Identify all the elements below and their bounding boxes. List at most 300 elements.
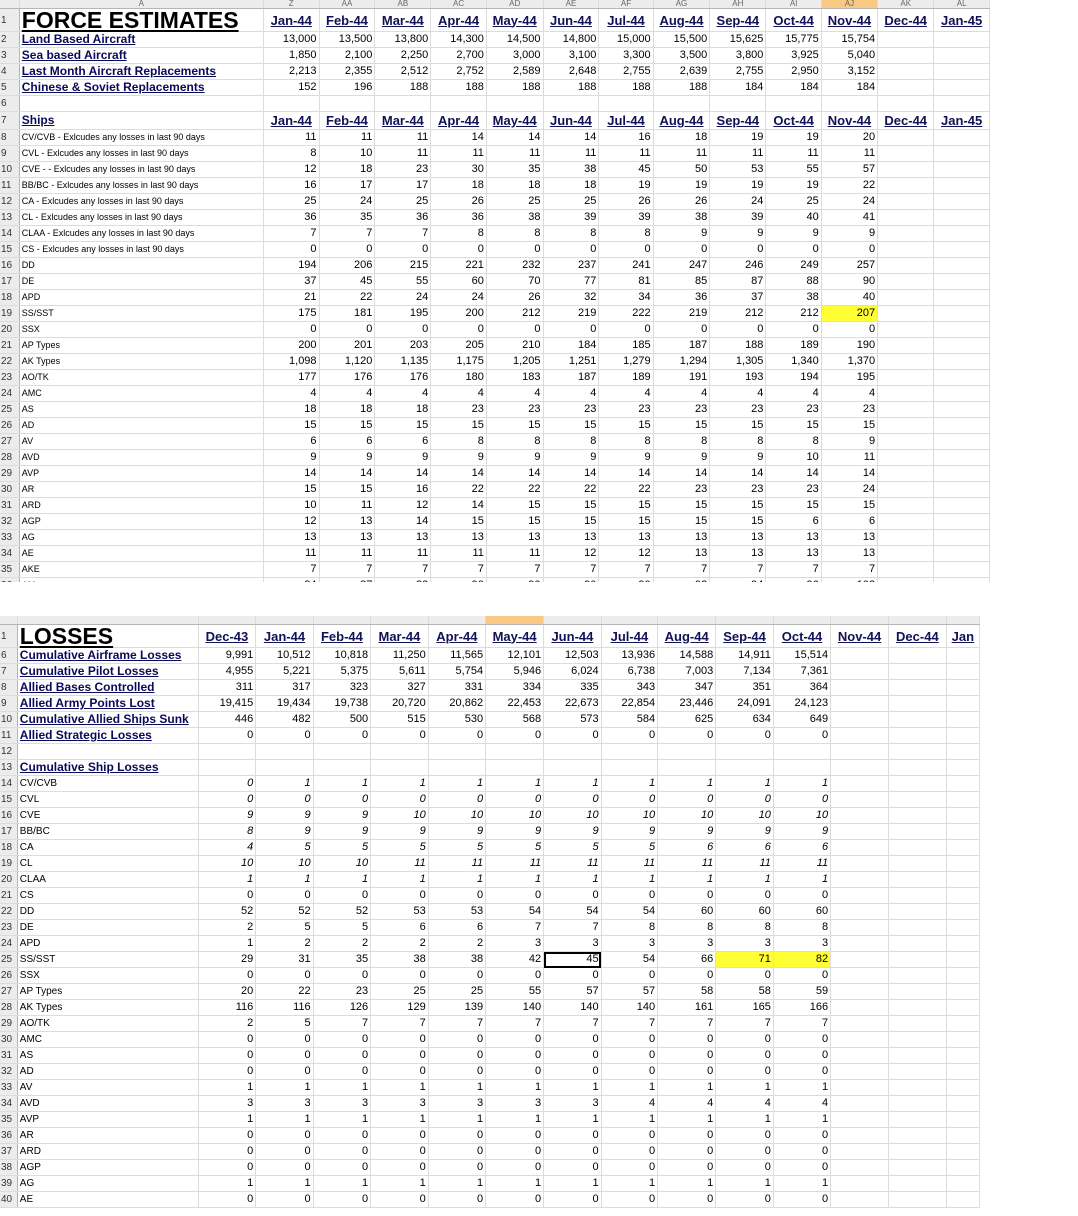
- value-cell[interactable]: 2,589: [486, 64, 543, 80]
- value-cell[interactable]: 327: [371, 680, 429, 696]
- value-cell[interactable]: 60: [716, 904, 774, 920]
- value-cell[interactable]: 87: [710, 274, 766, 290]
- value-cell[interactable]: 0: [319, 242, 375, 258]
- month-header[interactable]: Dec-44: [878, 9, 934, 32]
- value-cell[interactable]: 7: [601, 1016, 657, 1032]
- value-cell[interactable]: 5,040: [821, 48, 877, 64]
- value-cell[interactable]: [946, 808, 979, 824]
- row-header[interactable]: 20: [0, 872, 17, 888]
- value-cell[interactable]: 19,415: [198, 696, 256, 712]
- month-header[interactable]: Feb-44: [313, 625, 371, 648]
- value-cell[interactable]: 9: [371, 824, 429, 840]
- value-cell[interactable]: [831, 1112, 889, 1128]
- value-cell[interactable]: 7,361: [773, 664, 830, 680]
- row-label[interactable]: DD: [17, 904, 198, 920]
- value-cell[interactable]: 0: [198, 728, 256, 744]
- value-cell[interactable]: 45: [544, 952, 602, 968]
- value-cell[interactable]: 126: [313, 1000, 371, 1016]
- value-cell[interactable]: 568: [486, 712, 544, 728]
- value-cell[interactable]: 0: [658, 1032, 716, 1048]
- value-cell[interactable]: [934, 274, 990, 290]
- month-header[interactable]: Mar-44: [371, 625, 429, 648]
- value-cell[interactable]: 13: [319, 514, 375, 530]
- value-cell[interactable]: [878, 194, 934, 210]
- value-cell[interactable]: 176: [319, 370, 375, 386]
- row-label[interactable]: CV/CVB: [17, 776, 198, 792]
- value-cell[interactable]: 0: [198, 1144, 256, 1160]
- value-cell[interactable]: 15,625: [710, 32, 766, 48]
- value-cell[interactable]: 166: [773, 1000, 830, 1016]
- value-cell[interactable]: 11: [716, 856, 774, 872]
- empty-cell[interactable]: [946, 744, 979, 760]
- value-cell[interactable]: 1: [601, 1112, 657, 1128]
- row-header[interactable]: 30: [0, 1032, 17, 1048]
- row-label[interactable]: AGP: [19, 514, 263, 530]
- value-cell[interactable]: 55: [766, 162, 821, 178]
- row-header[interactable]: 12: [0, 194, 19, 210]
- value-cell[interactable]: 1: [198, 1112, 256, 1128]
- value-cell[interactable]: [831, 776, 889, 792]
- value-cell[interactable]: 36: [263, 210, 319, 226]
- value-cell[interactable]: [946, 664, 979, 680]
- value-cell[interactable]: 3: [486, 1096, 544, 1112]
- value-cell[interactable]: 22: [486, 482, 543, 498]
- value-cell[interactable]: 184: [543, 338, 599, 354]
- value-cell[interactable]: 26: [431, 194, 487, 210]
- value-cell[interactable]: 139: [428, 1000, 485, 1016]
- value-cell[interactable]: 0: [371, 792, 429, 808]
- value-cell[interactable]: 0: [256, 1160, 313, 1176]
- value-cell[interactable]: 11: [544, 856, 602, 872]
- value-cell[interactable]: 1: [486, 1176, 544, 1192]
- value-cell[interactable]: [934, 562, 990, 578]
- value-cell[interactable]: [946, 1192, 979, 1208]
- value-cell[interactable]: 232: [486, 258, 543, 274]
- value-cell[interactable]: 15: [543, 514, 599, 530]
- value-cell[interactable]: 1: [313, 1176, 371, 1192]
- value-cell[interactable]: 335: [544, 680, 602, 696]
- value-cell[interactable]: 0: [256, 728, 313, 744]
- value-cell[interactable]: 1: [601, 1176, 657, 1192]
- value-cell[interactable]: 36: [431, 210, 487, 226]
- value-cell[interactable]: 1: [486, 776, 544, 792]
- value-cell[interactable]: 184: [710, 80, 766, 96]
- value-cell[interactable]: 1: [544, 872, 602, 888]
- value-cell[interactable]: [889, 664, 947, 680]
- value-cell[interactable]: [946, 968, 979, 984]
- value-cell[interactable]: 53: [710, 162, 766, 178]
- value-cell[interactable]: 12,503: [544, 648, 602, 664]
- value-cell[interactable]: 9: [486, 824, 544, 840]
- column-header[interactable]: [486, 616, 544, 625]
- row-header[interactable]: 22: [0, 904, 17, 920]
- value-cell[interactable]: 0: [198, 776, 256, 792]
- value-cell[interactable]: 14: [486, 466, 543, 482]
- value-cell[interactable]: 5: [256, 1016, 313, 1032]
- value-cell[interactable]: 11: [486, 856, 544, 872]
- value-cell[interactable]: [946, 728, 979, 744]
- value-cell[interactable]: 1: [313, 1112, 371, 1128]
- value-cell[interactable]: 45: [599, 162, 653, 178]
- value-cell[interactable]: 0: [375, 242, 431, 258]
- value-cell[interactable]: 11: [486, 546, 543, 562]
- value-cell[interactable]: 0: [601, 968, 657, 984]
- empty-cell[interactable]: [658, 760, 716, 776]
- value-cell[interactable]: 7,003: [658, 664, 716, 680]
- value-cell[interactable]: 0: [544, 1064, 602, 1080]
- value-cell[interactable]: 10: [544, 808, 602, 824]
- empty-cell[interactable]: [878, 96, 934, 112]
- value-cell[interactable]: 13: [653, 546, 710, 562]
- value-cell[interactable]: 13: [543, 530, 599, 546]
- value-cell[interactable]: 0: [658, 1128, 716, 1144]
- value-cell[interactable]: 7: [375, 226, 431, 242]
- value-cell[interactable]: 40: [766, 210, 821, 226]
- value-cell[interactable]: 0: [821, 322, 877, 338]
- value-cell[interactable]: 12: [599, 546, 653, 562]
- value-cell[interactable]: 317: [256, 680, 313, 696]
- value-cell[interactable]: 60: [773, 904, 830, 920]
- value-cell[interactable]: [934, 178, 990, 194]
- value-cell[interactable]: 9: [486, 450, 543, 466]
- value-cell[interactable]: 18: [319, 402, 375, 418]
- row-header[interactable]: 4: [0, 64, 19, 80]
- value-cell[interactable]: 0: [658, 728, 716, 744]
- month-header[interactable]: Jan-45: [934, 9, 990, 32]
- value-cell[interactable]: 37: [263, 274, 319, 290]
- value-cell[interactable]: 1,098: [263, 354, 319, 370]
- value-cell[interactable]: [934, 130, 990, 146]
- value-cell[interactable]: 7: [431, 562, 487, 578]
- value-cell[interactable]: 8: [601, 920, 657, 936]
- row-label[interactable]: AGP: [17, 1160, 198, 1176]
- value-cell[interactable]: 20,720: [371, 696, 429, 712]
- value-cell[interactable]: 0: [313, 792, 371, 808]
- value-cell[interactable]: [831, 856, 889, 872]
- value-cell[interactable]: 14,911: [716, 648, 774, 664]
- value-cell[interactable]: 1: [428, 872, 485, 888]
- value-cell[interactable]: 0: [544, 1128, 602, 1144]
- value-cell[interactable]: [878, 258, 934, 274]
- empty-cell[interactable]: [599, 96, 653, 112]
- value-cell[interactable]: 188: [543, 80, 599, 96]
- value-cell[interactable]: 15: [431, 418, 487, 434]
- value-cell[interactable]: 52: [313, 904, 371, 920]
- value-cell[interactable]: 32: [543, 290, 599, 306]
- row-header[interactable]: 17: [0, 824, 17, 840]
- empty-cell[interactable]: [486, 744, 544, 760]
- value-cell[interactable]: 8: [263, 146, 319, 162]
- value-cell[interactable]: 15: [319, 482, 375, 498]
- empty-cell[interactable]: [486, 760, 544, 776]
- value-cell[interactable]: 15: [319, 418, 375, 434]
- value-cell[interactable]: 8: [431, 226, 487, 242]
- row-header[interactable]: 14: [0, 776, 17, 792]
- value-cell[interactable]: [946, 920, 979, 936]
- value-cell[interactable]: 0: [716, 968, 774, 984]
- value-cell[interactable]: 0: [658, 1048, 716, 1064]
- row-label[interactable]: AV: [17, 1080, 198, 1096]
- row-header[interactable]: 31: [0, 498, 19, 514]
- row-header[interactable]: 1: [0, 625, 17, 648]
- value-cell[interactable]: 24: [821, 482, 877, 498]
- value-cell[interactable]: 35: [486, 162, 543, 178]
- row-label[interactable]: AG: [17, 1176, 198, 1192]
- row-label[interactable]: Chinese & Soviet Replacements: [19, 80, 263, 96]
- column-header[interactable]: AF: [599, 0, 653, 9]
- value-cell[interactable]: 0: [658, 1144, 716, 1160]
- month-header[interactable]: Apr-44: [431, 112, 487, 130]
- row-label[interactable]: AK Types: [17, 1000, 198, 1016]
- value-cell[interactable]: 207: [821, 306, 877, 322]
- row-label[interactable]: AVD: [17, 1096, 198, 1112]
- row-header[interactable]: 37: [0, 1144, 17, 1160]
- value-cell[interactable]: 343: [601, 680, 657, 696]
- row-label[interactable]: AVP: [19, 466, 263, 482]
- value-cell[interactable]: [946, 648, 979, 664]
- empty-cell[interactable]: [319, 96, 375, 112]
- value-cell[interactable]: 0: [716, 1192, 774, 1208]
- corner-cell[interactable]: [0, 0, 19, 9]
- value-cell[interactable]: 203: [375, 338, 431, 354]
- row-label[interactable]: DD: [19, 258, 263, 274]
- value-cell[interactable]: 3: [313, 1096, 371, 1112]
- value-cell[interactable]: [934, 322, 990, 338]
- value-cell[interactable]: 6: [375, 434, 431, 450]
- value-cell[interactable]: 0: [601, 1160, 657, 1176]
- row-label[interactable]: SSX: [17, 968, 198, 984]
- value-cell[interactable]: 196: [319, 80, 375, 96]
- value-cell[interactable]: 7: [543, 562, 599, 578]
- value-cell[interactable]: 14: [431, 466, 487, 482]
- value-cell[interactable]: 90: [821, 274, 877, 290]
- value-cell[interactable]: 180: [431, 370, 487, 386]
- month-header[interactable]: Dec-43: [198, 625, 256, 648]
- value-cell[interactable]: 7: [319, 562, 375, 578]
- row-label[interactable]: AP Types: [19, 338, 263, 354]
- value-cell[interactable]: 0: [486, 1064, 544, 1080]
- value-cell[interactable]: 21: [263, 290, 319, 306]
- value-cell[interactable]: [934, 80, 990, 96]
- row-label[interactable]: AMC: [17, 1032, 198, 1048]
- value-cell[interactable]: 12: [263, 514, 319, 530]
- month-header[interactable]: Jun-44: [543, 9, 599, 32]
- value-cell[interactable]: 0: [428, 728, 485, 744]
- value-cell[interactable]: 13,936: [601, 648, 657, 664]
- empty-cell[interactable]: [946, 760, 979, 776]
- value-cell[interactable]: [934, 514, 990, 530]
- value-cell[interactable]: 1: [428, 1080, 485, 1096]
- empty-cell[interactable]: [601, 760, 657, 776]
- month-header[interactable]: Jul-44: [599, 112, 653, 130]
- value-cell[interactable]: 19: [710, 130, 766, 146]
- value-cell[interactable]: 3: [198, 1096, 256, 1112]
- value-cell[interactable]: 15: [653, 418, 710, 434]
- value-cell[interactable]: 11: [653, 146, 710, 162]
- value-cell[interactable]: 22: [319, 290, 375, 306]
- value-cell[interactable]: 23: [431, 402, 487, 418]
- value-cell[interactable]: 5: [544, 840, 602, 856]
- value-cell[interactable]: 1: [716, 1080, 774, 1096]
- value-cell[interactable]: [831, 840, 889, 856]
- value-cell[interactable]: 0: [716, 1144, 774, 1160]
- row-label[interactable]: Cumulative Airframe Losses: [17, 648, 198, 664]
- value-cell[interactable]: [831, 936, 889, 952]
- value-cell[interactable]: 10: [198, 856, 256, 872]
- value-cell[interactable]: 25: [428, 984, 485, 1000]
- value-cell[interactable]: [889, 856, 947, 872]
- value-cell[interactable]: 7: [658, 1016, 716, 1032]
- row-header[interactable]: 28: [0, 450, 19, 466]
- value-cell[interactable]: 0: [716, 1128, 774, 1144]
- value-cell[interactable]: 194: [263, 258, 319, 274]
- value-cell[interactable]: 81: [599, 274, 653, 290]
- value-cell[interactable]: 14: [263, 466, 319, 482]
- value-cell[interactable]: 175: [263, 306, 319, 322]
- value-cell[interactable]: 23: [653, 482, 710, 498]
- value-cell[interactable]: [889, 920, 947, 936]
- value-cell[interactable]: [934, 402, 990, 418]
- value-cell[interactable]: 3,800: [710, 48, 766, 64]
- value-cell[interactable]: 201: [319, 338, 375, 354]
- value-cell[interactable]: 0: [428, 1064, 485, 1080]
- value-cell[interactable]: 11: [601, 856, 657, 872]
- row-header[interactable]: 32: [0, 514, 19, 530]
- value-cell[interactable]: 347: [658, 680, 716, 696]
- value-cell[interactable]: 0: [486, 1128, 544, 1144]
- value-cell[interactable]: 2,755: [710, 64, 766, 80]
- value-cell[interactable]: [831, 1080, 889, 1096]
- value-cell[interactable]: 11: [431, 146, 487, 162]
- value-cell[interactable]: [889, 1192, 947, 1208]
- value-cell[interactable]: [878, 48, 934, 64]
- row-header[interactable]: 10: [0, 712, 17, 728]
- value-cell[interactable]: 0: [198, 792, 256, 808]
- value-cell[interactable]: 0: [428, 1032, 485, 1048]
- value-cell[interactable]: 0: [766, 242, 821, 258]
- value-cell[interactable]: 1: [773, 1176, 830, 1192]
- value-cell[interactable]: 0: [198, 888, 256, 904]
- empty-cell[interactable]: [17, 744, 198, 760]
- empty-cell[interactable]: [256, 744, 313, 760]
- value-cell[interactable]: 11,250: [371, 648, 429, 664]
- value-cell[interactable]: [878, 482, 934, 498]
- value-cell[interactable]: 0: [486, 1192, 544, 1208]
- value-cell[interactable]: 5,221: [256, 664, 313, 680]
- value-cell[interactable]: 14: [821, 466, 877, 482]
- value-cell[interactable]: 15,754: [821, 32, 877, 48]
- row-label[interactable]: AO/TK: [17, 1016, 198, 1032]
- value-cell[interactable]: 23: [766, 482, 821, 498]
- empty-cell[interactable]: [716, 744, 774, 760]
- value-cell[interactable]: 29: [198, 952, 256, 968]
- value-cell[interactable]: 9: [773, 824, 830, 840]
- month-header[interactable]: Nov-44: [821, 9, 877, 32]
- value-cell[interactable]: 5: [371, 840, 429, 856]
- month-header[interactable]: Aug-44: [653, 9, 710, 32]
- value-cell[interactable]: 11: [486, 146, 543, 162]
- value-cell[interactable]: 14,588: [658, 648, 716, 664]
- value-cell[interactable]: 0: [773, 1048, 830, 1064]
- value-cell[interactable]: 1: [716, 1176, 774, 1192]
- value-cell[interactable]: 14: [599, 466, 653, 482]
- value-cell[interactable]: [934, 242, 990, 258]
- empty-cell[interactable]: [428, 760, 485, 776]
- row-header[interactable]: 11: [0, 178, 19, 194]
- value-cell[interactable]: 1: [544, 1080, 602, 1096]
- value-cell[interactable]: 195: [375, 306, 431, 322]
- value-cell[interactable]: 3: [256, 1096, 313, 1112]
- value-cell[interactable]: 19: [653, 178, 710, 194]
- row-label[interactable]: AVP: [17, 1112, 198, 1128]
- row-header[interactable]: 5: [0, 80, 19, 96]
- month-header[interactable]: Dec-44: [889, 625, 947, 648]
- value-cell[interactable]: 1: [256, 1112, 313, 1128]
- empty-cell[interactable]: [313, 744, 371, 760]
- value-cell[interactable]: 4: [198, 840, 256, 856]
- column-header[interactable]: [0, 616, 17, 625]
- value-cell[interactable]: 0: [313, 1048, 371, 1064]
- value-cell[interactable]: 5: [486, 840, 544, 856]
- value-cell[interactable]: 13,500: [319, 32, 375, 48]
- value-cell[interactable]: 9: [375, 450, 431, 466]
- value-cell[interactable]: 0: [486, 792, 544, 808]
- row-label[interactable]: AMC: [19, 386, 263, 402]
- value-cell[interactable]: 184: [766, 80, 821, 96]
- value-cell[interactable]: 9: [544, 824, 602, 840]
- value-cell[interactable]: 0: [544, 888, 602, 904]
- value-cell[interactable]: [934, 386, 990, 402]
- value-cell[interactable]: 1: [716, 776, 774, 792]
- value-cell[interactable]: 0: [716, 1160, 774, 1176]
- value-cell[interactable]: 3,100: [543, 48, 599, 64]
- value-cell[interactable]: 2,512: [375, 64, 431, 80]
- value-cell[interactable]: 77: [543, 274, 599, 290]
- value-cell[interactable]: [831, 1096, 889, 1112]
- value-cell[interactable]: 1: [658, 1080, 716, 1096]
- value-cell[interactable]: 15: [431, 514, 487, 530]
- value-cell[interactable]: [831, 920, 889, 936]
- value-cell[interactable]: [946, 856, 979, 872]
- value-cell[interactable]: [934, 258, 990, 274]
- column-header[interactable]: AE: [543, 0, 599, 9]
- value-cell[interactable]: [878, 274, 934, 290]
- value-cell[interactable]: 0: [710, 242, 766, 258]
- value-cell[interactable]: 1: [544, 776, 602, 792]
- value-cell[interactable]: 5,946: [486, 664, 544, 680]
- row-label[interactable]: DE: [17, 920, 198, 936]
- value-cell[interactable]: [878, 178, 934, 194]
- column-header[interactable]: [256, 616, 313, 625]
- value-cell[interactable]: 14: [710, 466, 766, 482]
- value-cell[interactable]: 0: [601, 1144, 657, 1160]
- value-cell[interactable]: 0: [716, 792, 774, 808]
- value-cell[interactable]: 0: [773, 1144, 830, 1160]
- value-cell[interactable]: [878, 226, 934, 242]
- value-cell[interactable]: [934, 290, 990, 306]
- row-header[interactable]: 18: [0, 840, 17, 856]
- value-cell[interactable]: 1: [371, 1080, 429, 1096]
- value-cell[interactable]: [946, 1128, 979, 1144]
- value-cell[interactable]: 3: [371, 1096, 429, 1112]
- value-cell[interactable]: [946, 840, 979, 856]
- row-header[interactable]: 25: [0, 952, 17, 968]
- value-cell[interactable]: 9: [716, 824, 774, 840]
- value-cell[interactable]: 188: [710, 338, 766, 354]
- row-label[interactable]: CL - Exlcudes any losses in last 90 days: [19, 210, 263, 226]
- value-cell[interactable]: 0: [198, 1032, 256, 1048]
- value-cell[interactable]: [831, 872, 889, 888]
